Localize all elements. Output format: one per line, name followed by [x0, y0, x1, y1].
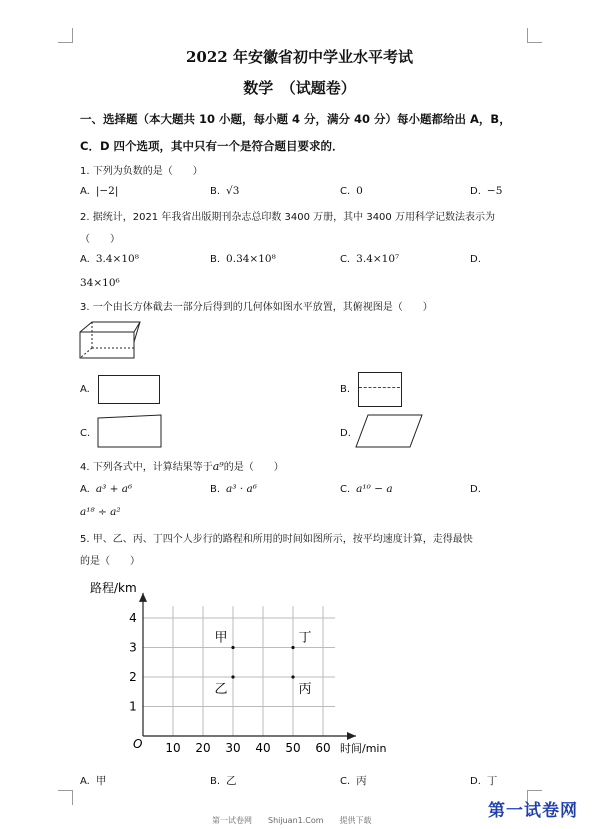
solid-figure [78, 318, 144, 362]
data-point [291, 646, 294, 649]
option-a-rectangle [98, 375, 160, 404]
option-label: D. [470, 776, 481, 787]
option-label: A. [80, 384, 90, 395]
distance-time-chart [85, 575, 425, 765]
footer-text: 第一试卷网 Shijuan1.Com 提供下载 [212, 816, 372, 825]
section-heading-line2: C．D 四个选项，其中只有一个是符合题目要求的． [80, 139, 344, 153]
option-label: C. [80, 428, 91, 439]
option-text: a¹⁰ − a [356, 483, 393, 495]
x-axis-label: 时间/min [340, 742, 387, 755]
option-text: a³ · a⁶ [226, 483, 257, 495]
option-text: −5 [486, 185, 503, 197]
page-subtitle: 数学 （试题卷） [243, 79, 356, 97]
q4-option-d-value: a¹⁸ ÷ a² [80, 506, 121, 518]
y-tick-label: 3 [129, 640, 137, 655]
data-point [231, 646, 234, 649]
y-tick-label: 4 [129, 611, 137, 625]
q3-option-c[interactable] [80, 427, 96, 439]
option-label: C. [340, 484, 351, 495]
q4-option-a[interactable] [80, 483, 132, 495]
y-tick-label: 1 [129, 699, 137, 714]
q5-option-c[interactable] [340, 773, 367, 788]
data-point [291, 675, 294, 678]
corner-mark-top-right [527, 28, 542, 43]
question-1-text: 1. 下列为负数的是（ ） [80, 166, 203, 177]
option-label: A. [80, 776, 90, 787]
option-label: B. [210, 776, 221, 787]
q2-option-b[interactable] [210, 253, 276, 265]
option-text: 丙 [356, 775, 367, 787]
x-tick-label: 60 [315, 741, 331, 755]
option-label: B. [210, 186, 221, 197]
q4-option-d[interactable] [470, 483, 487, 495]
question-2-paren: （ ） [80, 234, 120, 245]
option-label: A. [80, 254, 90, 265]
data-point-label: 丙 [298, 682, 312, 697]
q1-option-a[interactable] [80, 185, 118, 197]
q5-option-b[interactable] [210, 773, 237, 788]
option-label: B. [210, 254, 221, 265]
q4-option-c[interactable] [340, 483, 393, 495]
option-text: √3 [226, 185, 240, 197]
q2-option-d-value: 34×10⁶ [80, 277, 120, 289]
question-5-text: 5. 甲、乙、丙、丁四个人步行的路程和所用的时间如图所示，按平均速度计算，走得最快 [80, 534, 473, 545]
corner-mark-bottom-left [58, 790, 73, 805]
question-4-text [80, 458, 284, 473]
question-5-text-cont: 的是（ ） [80, 556, 140, 567]
option-label: C. [340, 776, 351, 787]
question-3-text: 3. 一个由长方体截去一部分后得到的几何体如图水平放置，其俯视图是（ ） [80, 302, 433, 313]
q3-option-a[interactable] [80, 383, 96, 395]
question-2-text: 2. 据统计，2021 年我省出版期刊杂志总印数 3400 万册，其中 3400 万用科学记数法表示为 [80, 212, 495, 223]
q4-option-b[interactable] [210, 483, 257, 495]
section-heading-line1: 一、选择题（本大题共 10 小题，每小题 4 分，满分 40 分）每小题都给出 A，B， [80, 112, 511, 126]
q1-option-c[interactable] [340, 185, 363, 197]
q2-option-a[interactable] [80, 253, 139, 265]
data-point-label: 乙 [214, 682, 228, 697]
q1-option-d[interactable] [470, 185, 502, 197]
option-d-parallelogram [354, 414, 424, 448]
x-tick-label: 40 [255, 741, 271, 755]
y-axis-arrow [139, 593, 147, 602]
option-label: B. [340, 384, 351, 395]
option-text: |−2| [95, 185, 119, 197]
option-label: B. [210, 484, 221, 495]
q4-power: a⁹ [212, 460, 224, 473]
x-axis-arrow [347, 732, 356, 740]
q5-option-d[interactable] [470, 773, 497, 788]
x-tick-label: 50 [285, 741, 301, 755]
option-label: D. [340, 428, 351, 439]
option-text: a³ + a⁶ [95, 483, 133, 495]
option-text: 甲 [95, 775, 107, 787]
option-c-trapezoid [97, 414, 163, 448]
corner-mark-top-left [58, 28, 73, 43]
q2-option-d[interactable] [470, 253, 487, 265]
option-label: C. [340, 186, 351, 197]
q4-suffix: 的是（ ） [223, 462, 284, 473]
option-b-rectangle [358, 372, 402, 407]
q2-option-c[interactable] [340, 253, 399, 265]
option-text: 0 [356, 185, 363, 197]
x-tick-label: 10 [165, 741, 181, 755]
option-text: 丁 [486, 775, 498, 787]
option-b-dashed-line [359, 387, 400, 388]
data-point-label: 丁 [298, 630, 312, 646]
option-label: A. [80, 186, 90, 197]
x-tick-label: 20 [195, 741, 211, 755]
q4-prefix: 4. 下列各式中，计算结果等于 [80, 462, 213, 473]
page-title: 2022 年安徽省初中学业水平考试 [186, 48, 413, 66]
origin-label: O [133, 737, 143, 751]
option-text: 3.4×10⁸ [95, 253, 139, 265]
q5-option-a[interactable] [80, 773, 106, 788]
option-label: D. [470, 254, 481, 265]
site-logo[interactable]: 第一试卷网 [488, 801, 578, 821]
q3-option-b[interactable] [340, 383, 356, 395]
option-text: 3.4×10⁷ [356, 253, 400, 265]
data-point [231, 675, 234, 678]
data-point-label: 甲 [214, 630, 228, 646]
option-text: 0.34×10⁸ [226, 253, 276, 265]
option-label: D. [470, 186, 481, 197]
q1-option-b[interactable] [210, 185, 239, 197]
x-tick-label: 30 [225, 741, 241, 755]
y-tick-label: 2 [129, 670, 137, 684]
option-label: D. [470, 484, 481, 495]
option-text: 乙 [226, 775, 237, 787]
y-axis-label: 路程/km [90, 581, 137, 595]
option-label: A. [80, 484, 90, 495]
option-label: C. [340, 254, 351, 265]
